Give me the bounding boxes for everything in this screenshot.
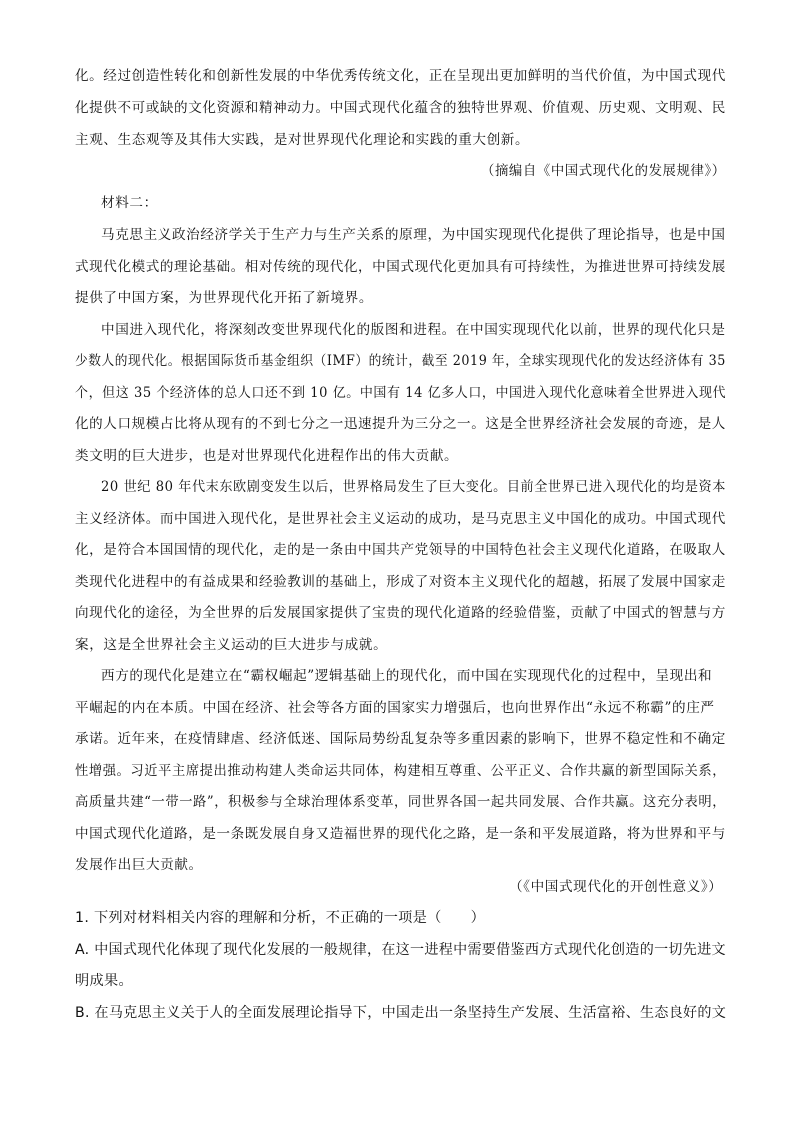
p1-line-1: 马克思主义政治经济学关于生产力与生产关系的原理，为中国实现现代化提供了理论指导，也是中国 — [101, 227, 726, 243]
question-stem: 1. 下列对材料相关内容的理解和分析，不正确的一项是（ ） — [75, 910, 486, 926]
p4-line-3: 承诺。近年来，在疫情肆虐、经济低迷、国际局势纷乱复杂等多重因素的影响下，世界不稳定性和不确定 — [75, 731, 726, 747]
material2-source: （《中国式现代化的开创性意义》） — [509, 879, 723, 895]
p1-line-2: 式现代化模式的理论基础。相对传统的现代化，中国式现代化更加具有可持续性，为推进世界可持续发展 — [75, 259, 726, 275]
p2-line-1: 中国进入现代化，将深刻改变世界现代化的版图和进程。在中国实现现代化以前，世界的现代化只是 — [101, 322, 726, 338]
p4-line-1: 西方的现代化是建立在“霸权崛起”逻辑基础上的现代化，而中国在实现现代化的过程中，呈现出和 — [101, 668, 713, 684]
p2-line-4: 化的人口规模占比将从现有的不到七分之一迅速提升为三分之一。这是全世界经济社会发展的奇迹，是人 — [75, 416, 726, 432]
p3-line-2: 主义经济体。而中国进入现代化，是世界社会主义运动的成功，是马克思主义中国化的成功。中国式现代 — [75, 511, 726, 527]
p2-line-5: 类文明的巨大进步，也是对世界现代化进程作出的伟大贡献。 — [75, 448, 459, 464]
p4-line-5: 高质量共建“一带一路”，积极参与全球治理体系变革，同世界各国一起共同发展、合作共赢。这充分表明， — [75, 794, 727, 810]
p3-line-6: 案，这是全世界社会主义运动的巨大进步与成就。 — [75, 637, 388, 653]
intro-line-1: 化。经过创造性转化和创新性发展的中华优秀传统文化，正在呈现出更加鲜明的当代价值，为中国式现代 — [75, 68, 726, 84]
intro-source: （摘编自《中国式现代化的发展规律》） — [481, 163, 726, 179]
material2-label: 材料二： — [101, 195, 158, 211]
p2-line-2: 少数人的现代化。根据国际货币基金组织（IMF）的统计，截至 2019 年，全球实现现代化的发达经济体有 35 — [75, 353, 726, 369]
p4-line-6: 中国式现代化道路，是一条既发展自身又造福世界的现代化之路，是一条和平发展道路，将为世界和平与 — [75, 826, 726, 842]
p4-line-2: 平崛起的内在本质。中国在经济、社会等各方面的国家实力增强后，也向世界作出“永远不称霸”的庄严 — [75, 700, 715, 716]
p4-line-7: 发展作出巨大贡献。 — [75, 857, 203, 873]
p3-line-4: 类现代化进程中的有益成果和经验教训的基础上，形成了对资本主义现代化的超越，拓展了发展中国家走 — [75, 574, 726, 590]
p2-line-3: 个，但这 35 个经济体的总人口还不到 10 亿。中国有 14 亿多人口，中国进入现代化意味着全世界进入现代 — [75, 385, 727, 401]
intro-line-2: 化提供不可或缺的文化资源和精神动力。中国式现代化蕴含的独特世界观、价值观、历史观、文明观、民 — [75, 100, 726, 116]
option-b-line-1: B. 在马克思主义关于人的全面发展理论指导下，中国走出一条坚持生产发展、生活富裕、生态良好的文 — [75, 1005, 727, 1021]
option-a-line-2: 明成果。 — [75, 973, 133, 989]
p4-line-4: 性增强。习近平主席提出推动构建人类命运共同体，构建相互尊重、公平正义、合作共赢的新型国际关系， — [75, 763, 727, 779]
intro-line-3: 主观、生态观等及其伟大实践，是对世界现代化理论和实践的重大创新。 — [75, 132, 530, 148]
option-a-line-1: A. 中国式现代化体现了现代化发展的一般规律，在这一进程中需要借鉴西方式现代化创造的一切先进文 — [75, 942, 726, 958]
p3-line-5: 向现代化的途径，为全世界的后发展国家提供了宝贵的现代化道路的经验借鉴，贡献了中国式的智慧与方 — [75, 605, 726, 621]
p3-line-1: 20 世纪 80 年代末东欧剧变发生以后，世界格局发生了巨大变化。目前全世界已进入现代化的均是资本 — [101, 479, 726, 495]
p3-line-3: 化，是符合本国国情的现代化，走的是一条由中国共产党领导的中国特色社会主义现代化道路，在吸取人 — [75, 542, 726, 558]
p1-line-3: 提供了中国方案，为世界现代化开拓了新境界。 — [75, 290, 374, 306]
